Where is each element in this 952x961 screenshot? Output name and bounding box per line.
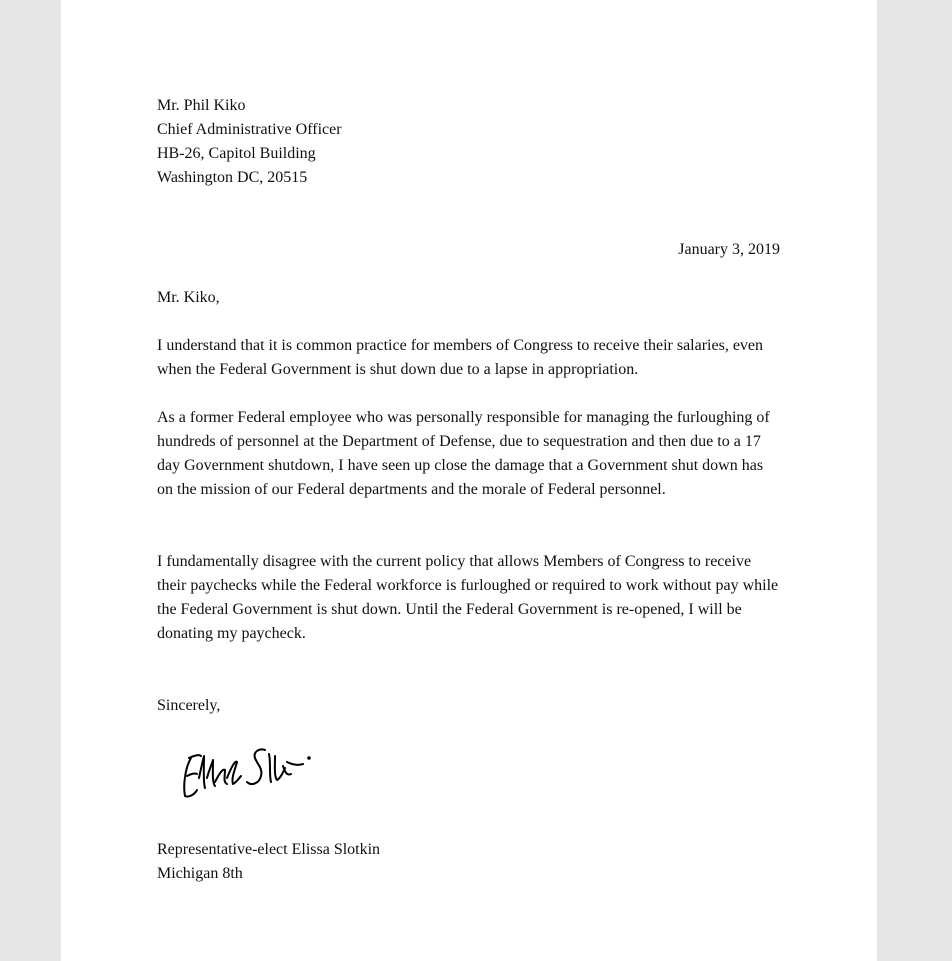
recipient-address bbox=[157, 94, 783, 190]
recipient-title: Chief Administrative Officer bbox=[157, 121, 342, 138]
paragraph-2: As a former Federal employee who was personally responsible for managing the furloughing of hundreds of personnel at the Department of Defense, due to sequestration and then due to a 17 day Government shutdown, I have seen up close the damage that a Government shut down has on the mission of our Federal departments and the morale of Federal personnel. bbox=[157, 409, 770, 498]
sender-block bbox=[157, 838, 783, 886]
recipient-office: HB-26, Capitol Building bbox=[157, 145, 316, 162]
sender-district: Michigan 8th bbox=[157, 865, 243, 882]
sender-name: Representative-elect Elissa Slotkin bbox=[157, 841, 381, 858]
paragraph-1: I understand that it is common practice for members of Congress to receive their salaries, even when the Federal Government is shut down due to a lapse in appropriation. bbox=[157, 337, 764, 378]
recipient-city: Washington DC, 20515 bbox=[157, 169, 308, 186]
recipient-name: Mr. Phil Kiko bbox=[157, 97, 246, 114]
letter-page bbox=[61, 0, 877, 961]
closing: Sincerely, bbox=[157, 697, 221, 714]
salutation: Mr. Kiko, bbox=[157, 289, 220, 306]
letter-date: January 3, 2019 bbox=[678, 241, 780, 258]
paragraph-3: I fundamentally disagree with the current policy that allows Members of Congress to receive their paychecks while the Federal workforce is furloughed or required to work without pay while the Federal Government is shut down. Until the Federal Government is re-opened, I will be donating my paycheck. bbox=[157, 553, 779, 642]
signature-image bbox=[179, 738, 319, 808]
